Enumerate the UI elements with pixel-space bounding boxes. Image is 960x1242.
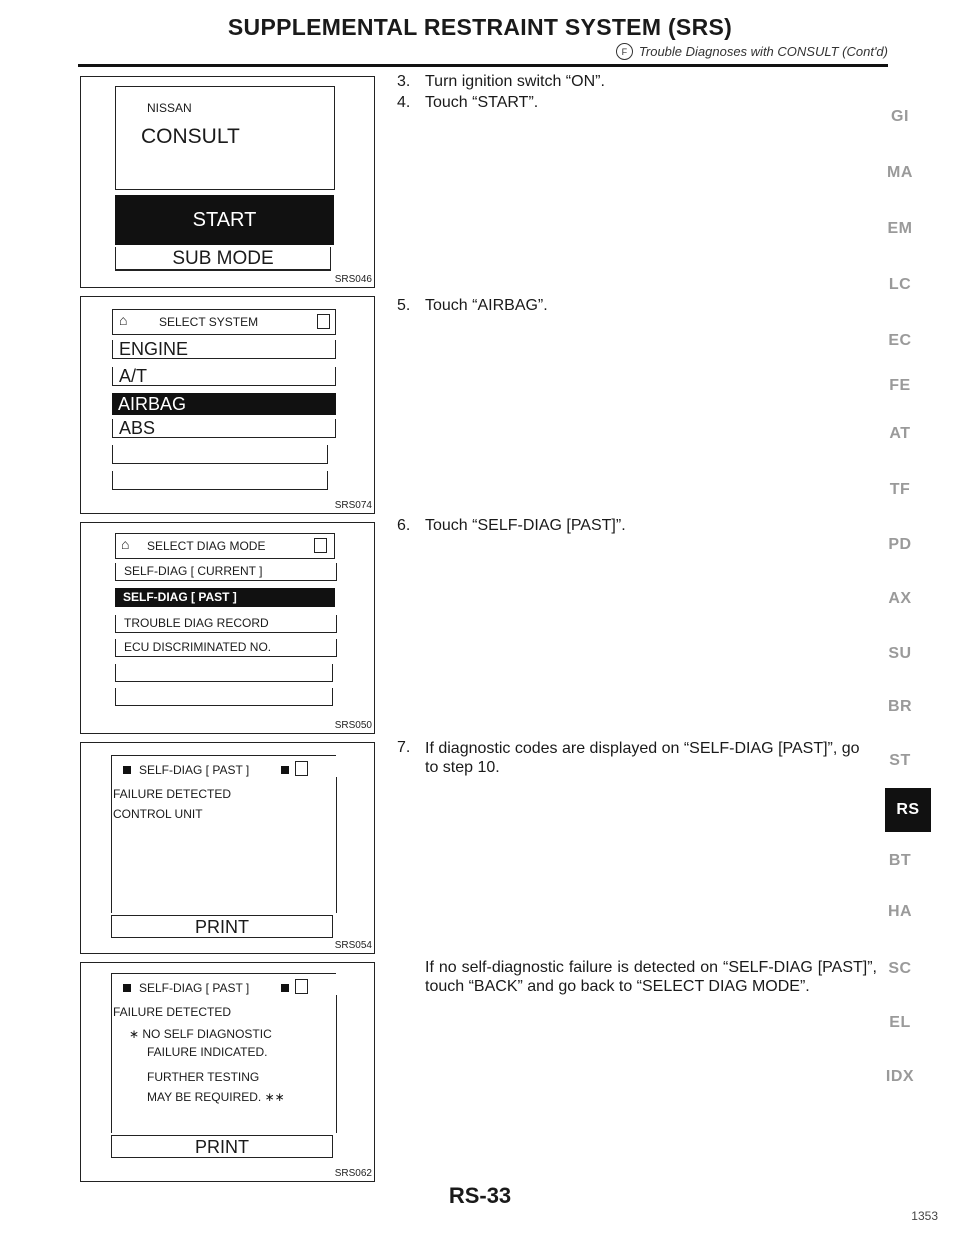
- further-testing-label: FURTHER TESTING: [147, 1070, 260, 1084]
- figure-code: SRS062: [334, 1168, 372, 1179]
- may-be-required-label: MAY BE REQUIRED. ∗∗: [147, 1090, 285, 1104]
- diag-item-current[interactable]: SELF-DIAG [ CURRENT ]: [115, 563, 337, 581]
- figure-code: SRS074: [334, 500, 372, 511]
- diag-item-ecu-number[interactable]: ECU DISCRIMINATED NO.: [115, 639, 337, 657]
- step-7: 7. If diagnostic codes are displayed on “SELF-DIAG [PAST]”, go to step 10.: [397, 739, 860, 776]
- system-item-at[interactable]: A/T: [112, 367, 336, 386]
- figure-code: SRS054: [334, 940, 372, 951]
- back-icon[interactable]: ⌂: [119, 312, 128, 328]
- diag-mode-checkbox-icon[interactable]: [314, 538, 327, 553]
- diag-item-past[interactable]: SELF-DIAG [ PAST ]: [115, 588, 335, 607]
- tab-bt[interactable]: BT: [888, 852, 912, 869]
- result-header-frame: [111, 755, 336, 778]
- page-subtitle: [616, 43, 888, 60]
- tab-st[interactable]: ST: [889, 752, 911, 769]
- tab-ax[interactable]: AX: [888, 590, 912, 607]
- header-rule: [78, 64, 888, 67]
- page-title: SUPPLEMENTAL RESTRAINT SYSTEM (SRS): [227, 14, 733, 40]
- tab-idx[interactable]: IDX: [885, 1068, 915, 1085]
- system-item-empty[interactable]: [112, 445, 328, 464]
- tab-em[interactable]: EM: [887, 220, 913, 237]
- tab-ma[interactable]: MA: [887, 164, 913, 181]
- select-system-screen: [80, 296, 375, 514]
- print-button[interactable]: PRINT: [111, 1135, 333, 1158]
- tab-br[interactable]: BR: [887, 698, 913, 715]
- failure-indicated-label: FAILURE INDICATED.: [147, 1045, 268, 1059]
- nissan-label: NISSAN: [147, 101, 192, 115]
- result-body-frame: [111, 777, 337, 913]
- consult-start-screen: [80, 76, 375, 288]
- failure-detected-label: FAILURE DETECTED: [113, 787, 232, 801]
- page-label: RS-33: [448, 1183, 512, 1208]
- subtitle-text: Trouble Diagnoses with CONSULT (Cont'd): [638, 44, 888, 59]
- system-item-engine[interactable]: ENGINE: [112, 340, 336, 359]
- tab-sc[interactable]: SC: [888, 960, 912, 977]
- diag-mode-label: SELECT DIAG MODE: [147, 539, 266, 553]
- tab-ec[interactable]: EC: [888, 332, 912, 349]
- diag-item-trouble-record[interactable]: TROUBLE DIAG RECORD: [115, 615, 337, 633]
- result-header-frame: [111, 973, 336, 996]
- self-diag-header: SELF-DIAG [ PAST ]: [139, 763, 250, 777]
- step-6: 6. Touch “SELF-DIAG [PAST]”.: [397, 517, 626, 534]
- self-diag-no-failure-screen: [80, 962, 375, 1182]
- diag-item-empty[interactable]: [115, 664, 333, 682]
- start-button[interactable]: START: [115, 195, 334, 245]
- back-icon[interactable]: ⌂: [121, 536, 130, 552]
- tab-su[interactable]: SU: [888, 645, 912, 662]
- select-system-label: SELECT SYSTEM: [159, 315, 259, 329]
- tab-ha[interactable]: HA: [887, 903, 913, 920]
- step-3: 3. Turn ignition switch “ON”.: [397, 73, 605, 90]
- no-diagnostic-label: ∗ NO SELF DIAGNOSTIC: [129, 1027, 272, 1041]
- control-unit-label: CONTROL UNIT: [113, 807, 203, 821]
- tab-pd[interactable]: PD: [888, 536, 912, 553]
- diag-item-empty[interactable]: [115, 688, 333, 706]
- page-number: 1353: [911, 1209, 938, 1223]
- tab-tf[interactable]: TF: [889, 481, 911, 498]
- self-diag-past-result-screen: [80, 742, 375, 954]
- tab-rs[interactable]: RS: [885, 788, 931, 832]
- step-5: 5. Touch “AIRBAG”.: [397, 297, 548, 314]
- result-body-frame: [111, 995, 337, 1133]
- system-item-airbag[interactable]: AIRBAG: [112, 393, 336, 415]
- consult-label: CONSULT: [141, 125, 240, 148]
- tab-gi[interactable]: GI: [891, 108, 909, 125]
- f-circle-icon: F: [616, 43, 633, 60]
- tab-el[interactable]: EL: [889, 1014, 911, 1031]
- tab-lc[interactable]: LC: [888, 276, 912, 293]
- tab-at[interactable]: AT: [889, 425, 911, 442]
- system-item-abs[interactable]: ABS: [112, 419, 336, 438]
- figure-code: SRS046: [334, 274, 372, 285]
- failure-detected-label: FAILURE DETECTED: [113, 1005, 232, 1019]
- system-item-empty[interactable]: [112, 471, 328, 490]
- print-button[interactable]: PRINT: [111, 915, 333, 938]
- select-diag-mode-screen: [80, 522, 375, 734]
- step-4: 4. Touch “START”.: [397, 94, 539, 111]
- figure-code: SRS050: [334, 720, 372, 731]
- select-system-checkbox-icon[interactable]: [317, 314, 330, 329]
- self-diag-header: SELF-DIAG [ PAST ]: [139, 981, 250, 995]
- tab-fe[interactable]: FE: [889, 377, 911, 394]
- sub-mode-button[interactable]: SUB MODE: [115, 247, 331, 271]
- no-failure-note: If no self-diagnostic failure is detected on “SELF-DIAG [PAST]”, touch “BACK” and go back to “SELECT DIAG MODE”.: [425, 959, 877, 995]
